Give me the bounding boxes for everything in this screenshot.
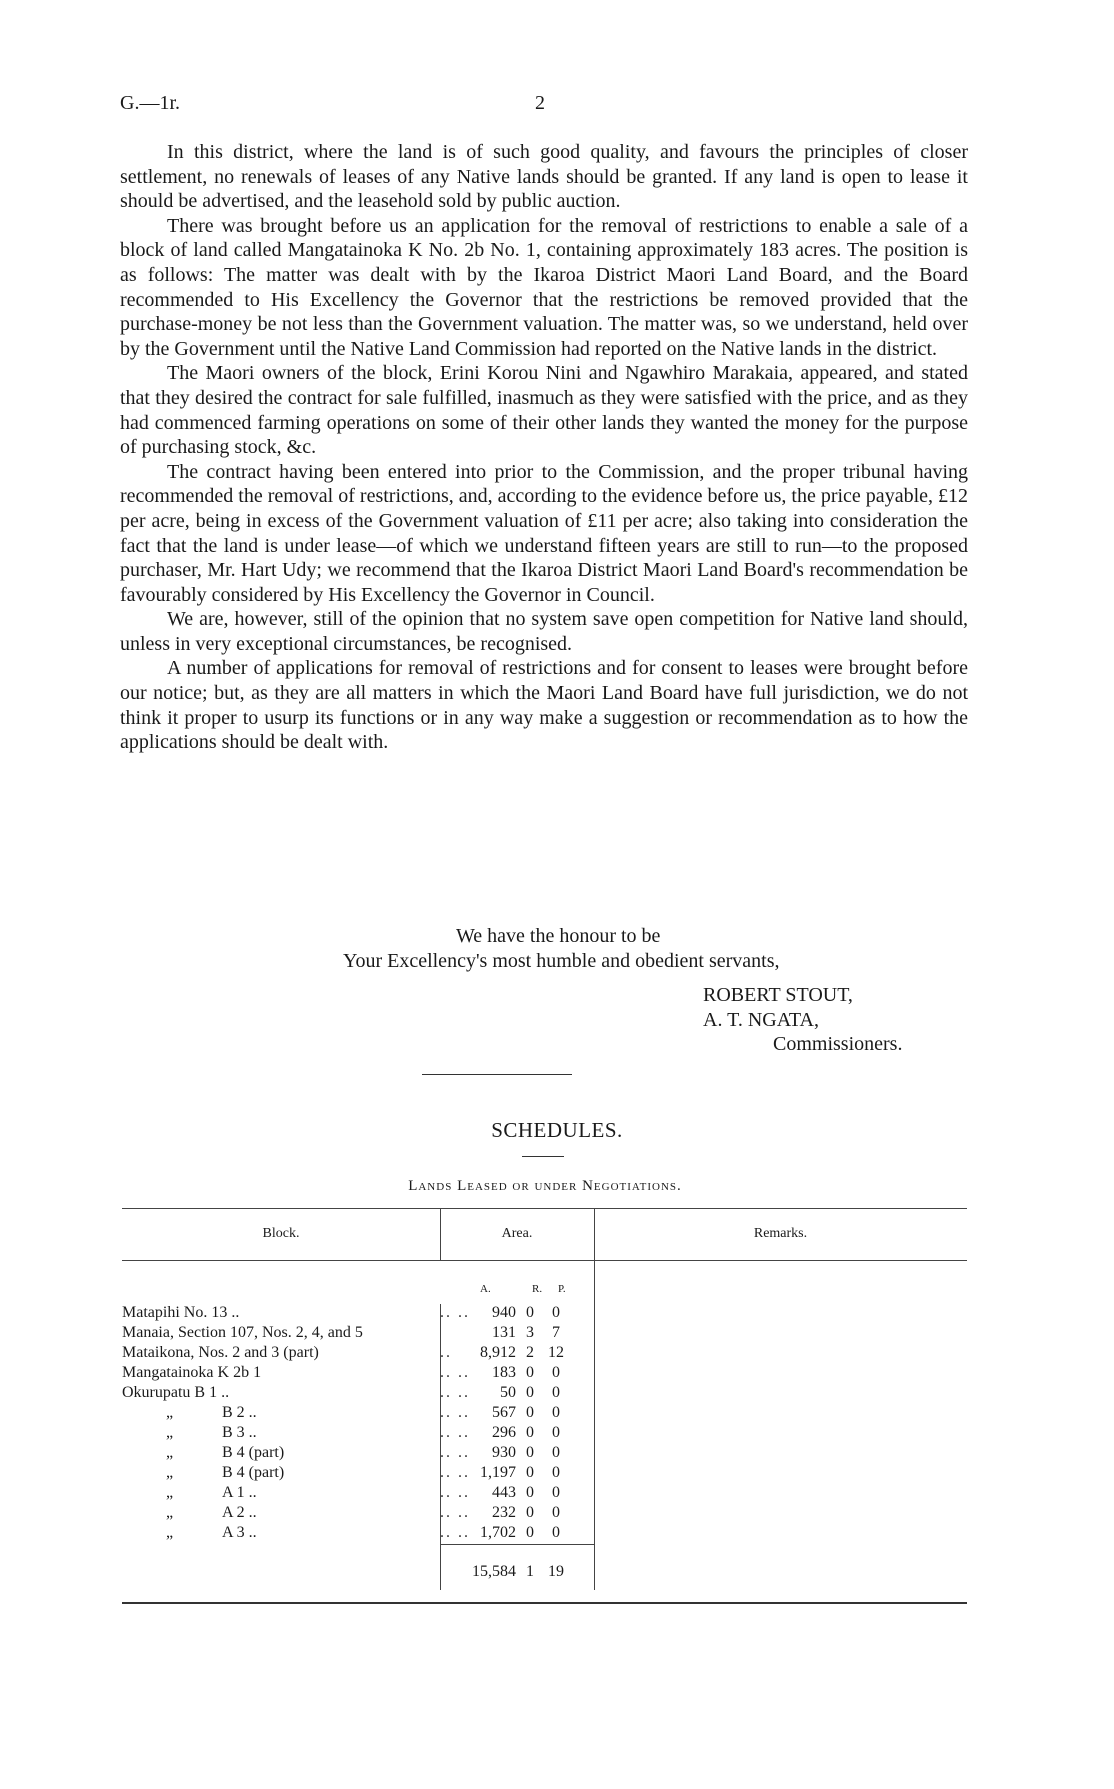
leader-dots: .. .. — [440, 1304, 470, 1321]
table-top-rule — [122, 1208, 967, 1209]
area-perches: 0 — [552, 1404, 560, 1421]
leader-dots: .. .. — [440, 1464, 470, 1481]
leader-dots: .. .. — [440, 1524, 470, 1541]
paragraph: The Maori owners of the block, Erini Korou Nini and Ngawhiro Marakaia, appeared, and stated that they desired the contract for sale fulfilled, inasmuch as they were satisfied with the price, and as they had commenced farming operations on some of their other lands they wanted the money for the purpose of purchasing stock, &c. — [120, 362, 968, 459]
area-perches: 0 — [552, 1484, 560, 1501]
leader-dots: .. .. — [440, 1364, 470, 1381]
table-row — [122, 1524, 622, 1544]
area-roods: 3 — [526, 1324, 534, 1341]
schedules-title: SCHEDULES. — [491, 1118, 623, 1142]
block-name: Mataikona, Nos. 2 and 3 (part) — [122, 1344, 319, 1361]
area-roods: 0 — [526, 1464, 534, 1481]
area-roods: 0 — [526, 1424, 534, 1441]
block-subdivision: B 3 .. — [222, 1424, 257, 1441]
leader-dots: .. .. — [440, 1404, 470, 1421]
area-acres: 131 — [492, 1324, 516, 1341]
column-header-remarks: Remarks. — [753, 1226, 808, 1241]
schedule-table — [122, 1208, 967, 1608]
area-roods: 0 — [526, 1504, 534, 1521]
table-row — [122, 1364, 622, 1384]
area-acres: 296 — [492, 1424, 516, 1441]
signatory-name: A. T. NGATA, — [703, 1008, 819, 1031]
closing-line: Your Excellency's most humble and obedient servants, — [343, 950, 780, 972]
table-row — [122, 1384, 622, 1404]
block-subdivision: A 3 .. — [222, 1524, 257, 1541]
closing-line: We have the honour to be — [456, 925, 661, 947]
ditto-mark: „ — [166, 1504, 174, 1521]
area-roods: 0 — [526, 1364, 534, 1381]
total-rule — [440, 1544, 594, 1545]
table-row — [122, 1324, 622, 1344]
table-row — [122, 1444, 622, 1464]
area-roods: 2 — [526, 1344, 534, 1361]
block-name: Mangatainoka K 2b 1 — [122, 1364, 262, 1381]
leader-dots: .. — [440, 1344, 452, 1361]
area-perches: 7 — [552, 1324, 560, 1341]
ditto-mark: „ — [166, 1404, 174, 1421]
area-perches: 0 — [552, 1464, 560, 1481]
block-subdivision: A 2 .. — [222, 1504, 257, 1521]
leader-dots: .. .. — [440, 1444, 470, 1461]
leader-dots: .. .. — [440, 1484, 470, 1501]
column-header-block: Block. — [262, 1226, 300, 1241]
unit-acres: A. — [480, 1283, 491, 1295]
paragraph: The contract having been entered into prior to the Commission, and the proper tribunal having recommended the removal of restrictions, and, according to the evidence before us, the price payable, £12 per acre, being in excess of the Government valuation of £11 per acre; also taking into consideration the fact that the land is under lease—of which we understand fifteen years are still to run—to the proposed purchaser, Mr. Hart Udy; we recommend that the Ikaroa District Maori Land Board's recommendation be favourably considered by His Excellency the Governor in Council. — [120, 460, 968, 606]
section-divider — [422, 1074, 572, 1075]
block-subdivision: B 4 (part) — [222, 1444, 285, 1461]
column-header-area: Area. — [501, 1226, 533, 1241]
block-subdivision: B 4 (part) — [222, 1464, 285, 1481]
area-perches: 0 — [552, 1444, 560, 1461]
signatory-name: ROBERT STOUT, — [703, 984, 853, 1006]
leader-dots: .. .. — [440, 1384, 470, 1401]
ditto-mark: „ — [166, 1524, 174, 1541]
paragraph: We are, however, still of the opinion that no system save open competition for Native land should, unless in very exceptional circumstances, be recognised. — [120, 608, 968, 655]
area-roods: 0 — [526, 1304, 534, 1321]
block-subdivision: B 2 .. — [222, 1404, 257, 1421]
table-row — [122, 1304, 622, 1324]
area-perches: 0 — [552, 1304, 560, 1321]
area-roods: 0 — [526, 1384, 534, 1401]
area-perches: 0 — [552, 1504, 560, 1521]
area-perches: 0 — [552, 1424, 560, 1441]
area-acres: 232 — [492, 1504, 516, 1521]
area-acres: 443 — [492, 1484, 516, 1501]
area-acres: 8,912 — [480, 1344, 516, 1361]
total-perches: 19 — [548, 1563, 564, 1580]
ditto-mark: „ — [166, 1484, 174, 1501]
page-number: 2 — [535, 92, 545, 114]
ditto-mark: „ — [166, 1424, 174, 1441]
title-underline — [522, 1156, 564, 1157]
table-row — [122, 1484, 622, 1504]
area-acres: 183 — [492, 1364, 516, 1381]
table-row — [122, 1404, 622, 1424]
ditto-mark: „ — [166, 1444, 174, 1461]
table-row — [122, 1504, 622, 1524]
paragraph: A number of applications for removal of restrictions and for consent to leases were brought before our notice; but, as they are all matters in which the Maori Land Board have full jurisdiction, we do not think it proper to usurp its functions or in any way make a suggestion or recommendation as to how the applications should be dealt with. — [120, 657, 968, 754]
area-acres: 1,197 — [480, 1464, 516, 1481]
paragraph: In this district, where the land is of such good quality, and favours the principles of closer settlement, no renewals of leases of any Native lands should be granted. If any land is open to lease it should be advertised, and the leasehold sold by public auction. — [120, 141, 968, 213]
area-perches: 12 — [548, 1344, 564, 1361]
area-acres: 1,702 — [480, 1524, 516, 1541]
table-header-rule — [122, 1260, 967, 1261]
block-name: Matapihi No. 13 .. — [122, 1304, 240, 1321]
area-roods: 0 — [526, 1524, 534, 1541]
area-roods: 0 — [526, 1444, 534, 1461]
letter-body — [120, 140, 968, 755]
table-bottom-rule — [122, 1602, 967, 1604]
table-row — [122, 1344, 622, 1364]
ditto-mark: „ — [166, 1464, 174, 1481]
total-roods: 1 — [526, 1563, 534, 1580]
area-acres: 50 — [500, 1384, 516, 1401]
area-perches: 0 — [552, 1384, 560, 1401]
block-name: Okurupatu B 1 .. — [122, 1384, 230, 1401]
table-row — [122, 1464, 622, 1484]
area-acres: 567 — [492, 1404, 516, 1421]
paragraph: There was brought before us an application for the removal of restrictions to enable a sale of a block of land called Mangatainoka K No. 2b No. 1, containing approximately 183 acres. The position is as follows: The matter was dealt with by the Ikaroa District Maori Land Board, and the Board recommended to His Excellency the Governor that the restrictions be removed provided that the purchase-money be not less than the Government valuation. The matter was, so we understand, held over by the Government until the Native Land Commission had reported on the Native lands in the district. — [120, 214, 968, 360]
area-perches: 0 — [552, 1364, 560, 1381]
area-acres: 940 — [492, 1304, 516, 1321]
leader-dots: .. .. — [440, 1504, 470, 1521]
schedules-subtitle: Lands Leased or under Negotiations. — [408, 1178, 682, 1194]
signature-block — [703, 983, 902, 1057]
block-name: Manaia, Section 107, Nos. 2, 4, and 5 — [122, 1324, 363, 1341]
area-roods: 0 — [526, 1404, 534, 1421]
area-acres: 930 — [492, 1444, 516, 1461]
area-perches: 0 — [552, 1524, 560, 1541]
unit-perches: P. — [558, 1283, 566, 1295]
block-subdivision: A 1 .. — [222, 1484, 257, 1501]
unit-roods: R. — [532, 1283, 543, 1295]
leader-dots: .. .. — [440, 1424, 470, 1441]
page-header — [120, 92, 968, 118]
signatory-role: Commissioners. — [773, 1033, 903, 1056]
table-row — [122, 1424, 622, 1444]
total-acres: 15,584 — [472, 1563, 516, 1580]
document-reference: G.—1r. — [120, 92, 180, 114]
area-roods: 0 — [526, 1484, 534, 1501]
